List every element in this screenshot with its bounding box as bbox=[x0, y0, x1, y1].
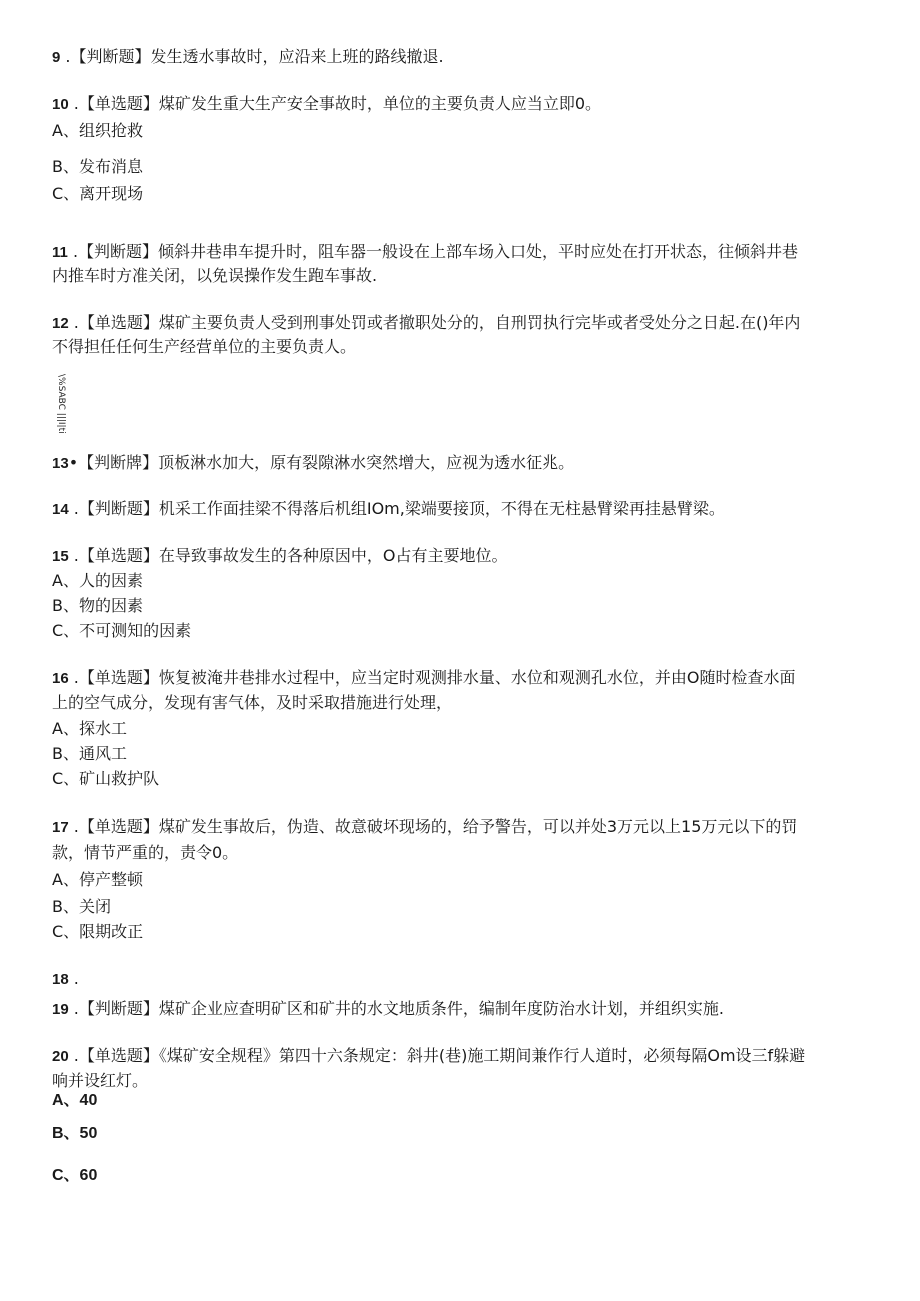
question-text: .【判断题】机采工作面挂梁不得落后机组IOm,梁端要接顶，不得在无柱悬臂梁再挂悬臂梁。 bbox=[68, 499, 725, 518]
question-text: .【单选题】恢复被淹井巷排水过程中，应当定时观测排水量、水位和观测孔水位，并由O随时检查水面 bbox=[68, 668, 796, 687]
option-a: A、40 bbox=[52, 1092, 98, 1109]
question-text: .【单选题】在导致事故发生的各种原因中，O占有主要地位。 bbox=[68, 546, 508, 565]
option-a: A、人的因素 bbox=[52, 571, 143, 590]
option-b: B、发布消息 bbox=[52, 157, 143, 176]
question-20 bbox=[52, 1046, 805, 1067]
option-b: B、关闭 bbox=[52, 897, 111, 916]
option-b: B、物的因素 bbox=[52, 596, 143, 615]
option-c: C、限期改正 bbox=[52, 922, 144, 941]
question-number: 12 bbox=[52, 315, 69, 332]
question-14 bbox=[52, 499, 725, 520]
question-number: 13 bbox=[52, 455, 69, 472]
question-12 bbox=[52, 313, 800, 334]
question-text: .【单选题】煤矿发生事故后，伪造、故意破坏现场的，给予警告，可以并处3万元以上15万元以下的罚 bbox=[68, 817, 798, 836]
question-text: .【单选题】《煤矿安全规程》第四十六条规定：斜井(巷)施工期间兼作行人道时，必须每隔Om设三f躲避 bbox=[68, 1046, 806, 1065]
rotated-scan-fragment bbox=[56, 374, 90, 434]
question-16-continued: 上的空气成分，发现有害气体，及时采取措施进行处理， bbox=[52, 693, 453, 712]
option-c: C、不可测知的因素 bbox=[52, 621, 192, 640]
question-19 bbox=[52, 999, 724, 1020]
question-number: 16 bbox=[52, 670, 69, 687]
option-b: B、通风工 bbox=[52, 744, 127, 763]
question-20-continued: 响并设红灯。 bbox=[52, 1071, 149, 1090]
rotated-options-text: \%SABC |||I|ti bbox=[56, 374, 66, 434]
question-number: 20 bbox=[52, 1048, 69, 1065]
question-text: •【判断牌】顶板淋水加大，原有裂隙淋水突然增大，应视为透水征兆。 bbox=[68, 453, 575, 472]
question-number: 11 bbox=[52, 244, 68, 261]
question-text: .【单选题】煤矿主要负责人受到刑事处罚或者撤职处分的，自刑罚执行完毕或者受处分之日起.在()年内 bbox=[68, 313, 801, 332]
question-text: . bbox=[68, 969, 79, 988]
question-12-continued: 不得担任任何生产经营单位的主要负责人。 bbox=[52, 337, 357, 356]
question-text: .【单选题】煤矿发生重大生产安全事故时，单位的主要负责人应当立即0。 bbox=[68, 94, 602, 113]
question-number: 15 bbox=[52, 548, 69, 565]
option-a: A、停产整顿 bbox=[52, 870, 143, 889]
question-11-continued: 内推车时方准关闭，以免误操作发生跑车事故. bbox=[52, 266, 378, 285]
option-c: C、60 bbox=[52, 1167, 98, 1184]
question-10 bbox=[52, 94, 601, 115]
option-b: B、50 bbox=[52, 1125, 98, 1142]
question-number: 9 bbox=[52, 49, 61, 66]
question-17 bbox=[52, 817, 797, 838]
question-number: 19 bbox=[52, 1001, 69, 1018]
question-number: 17 bbox=[52, 819, 69, 836]
option-c: C、离开现场 bbox=[52, 184, 144, 203]
question-15 bbox=[52, 546, 507, 567]
question-11 bbox=[52, 242, 798, 263]
option-a: A、探水工 bbox=[52, 719, 127, 738]
question-18 bbox=[52, 969, 79, 990]
question-13 bbox=[52, 453, 574, 474]
question-number: 18 bbox=[52, 971, 69, 988]
option-c: C、矿山救护队 bbox=[52, 769, 160, 788]
option-a: A、组织抢救 bbox=[52, 121, 143, 140]
question-number: 10 bbox=[52, 96, 69, 113]
question-17-continued: 款，情节严重的，责令0。 bbox=[52, 843, 239, 862]
question-9 bbox=[52, 47, 444, 68]
question-number: 14 bbox=[52, 501, 69, 518]
question-text: .【判断题】煤矿企业应查明矿区和矿井的水文地质条件，编制年度防治水计划，并组织实施. bbox=[68, 999, 724, 1018]
question-text: .【判断题】发生透水事故时，应沿来上班的路线撤退. bbox=[60, 47, 444, 66]
question-16 bbox=[52, 668, 795, 689]
question-text: .【判断题】倾斜井巷串车提升时，阻车器一般设在上部车场入口处，平时应处在打开状态，往倾斜井巷 bbox=[67, 242, 799, 261]
